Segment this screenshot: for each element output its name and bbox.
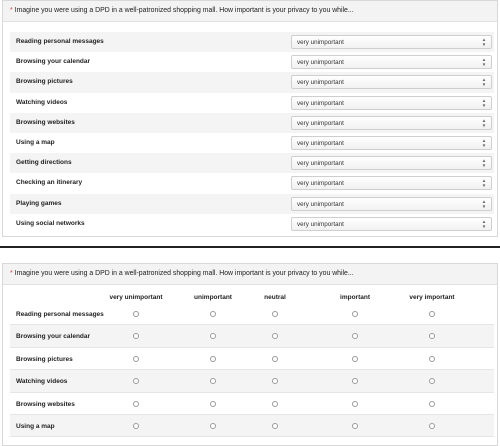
select-value: very unimportant bbox=[297, 180, 344, 188]
importance-select[interactable] bbox=[291, 156, 492, 170]
select-value: very unimportant bbox=[297, 79, 344, 87]
radio-button[interactable] bbox=[429, 401, 435, 407]
importance-select[interactable] bbox=[291, 136, 492, 150]
radio-button[interactable] bbox=[429, 423, 435, 429]
updown-arrows-icon: ▲ ▼ bbox=[481, 137, 487, 148]
radio-button[interactable] bbox=[352, 356, 358, 362]
radio-button[interactable] bbox=[272, 333, 278, 339]
column-header: very important bbox=[409, 294, 455, 301]
dropdown-row bbox=[10, 93, 494, 113]
question-text: Imagine you were using a DPD in a well-patronized shopping mall. How important is your privacy to you while... bbox=[14, 270, 354, 277]
row-label: Reading personal messages bbox=[16, 38, 104, 45]
importance-select[interactable] bbox=[291, 55, 492, 69]
radio-button[interactable] bbox=[210, 356, 216, 362]
radio-button[interactable] bbox=[133, 401, 139, 407]
importance-select[interactable] bbox=[291, 217, 492, 231]
radio-button[interactable] bbox=[352, 401, 358, 407]
updown-arrows-icon: ▲ ▼ bbox=[481, 198, 487, 209]
dropdown-row bbox=[10, 113, 494, 133]
radio-button[interactable] bbox=[210, 423, 216, 429]
question-header bbox=[3, 264, 497, 285]
radio-button[interactable] bbox=[133, 311, 139, 317]
select-value: very unimportant bbox=[297, 200, 344, 208]
matrix-question-panel bbox=[2, 263, 498, 446]
question-text: Imagine you were using a DPD in a well-patronized shopping mall. How important is your privacy to you while... bbox=[14, 7, 354, 14]
updown-arrows-icon: ▲ ▼ bbox=[481, 218, 487, 229]
row-label: Browsing pictures bbox=[16, 355, 73, 363]
importance-select[interactable] bbox=[291, 75, 492, 89]
matrix-column-headers bbox=[10, 288, 494, 303]
radio-button[interactable] bbox=[352, 333, 358, 339]
row-label: Reading personal messages bbox=[16, 311, 104, 318]
importance-select[interactable] bbox=[291, 96, 492, 110]
radio-button[interactable] bbox=[272, 378, 278, 384]
radio-button[interactable] bbox=[133, 333, 139, 339]
radio-button[interactable] bbox=[133, 423, 139, 429]
matrix-row bbox=[10, 348, 494, 370]
column-header: very unimportant bbox=[109, 294, 163, 301]
row-label: Browsing websites bbox=[16, 118, 75, 126]
row-label: Checking an itinerary bbox=[16, 179, 83, 187]
row-label: Using a map bbox=[16, 422, 55, 430]
dropdown-row bbox=[10, 32, 494, 52]
importance-select[interactable] bbox=[291, 176, 492, 190]
radio-button[interactable] bbox=[210, 378, 216, 384]
select-value: very unimportant bbox=[297, 39, 344, 46]
dropdown-row bbox=[10, 214, 494, 234]
matrix-row bbox=[10, 303, 494, 325]
radio-matrix bbox=[10, 288, 494, 437]
column-header: unimportant bbox=[194, 294, 232, 301]
updown-arrows-icon: ▲ ▼ bbox=[481, 178, 487, 189]
dropdown-row bbox=[10, 72, 494, 92]
row-label: Browsing your calendar bbox=[16, 58, 91, 66]
radio-button[interactable] bbox=[210, 401, 216, 407]
importance-select[interactable] bbox=[291, 197, 492, 211]
radio-button[interactable] bbox=[210, 333, 216, 339]
row-label: Watching videos bbox=[16, 378, 68, 386]
required-marker: * bbox=[10, 270, 13, 277]
row-label: Browsing websites bbox=[16, 400, 75, 408]
radio-button[interactable] bbox=[429, 378, 435, 384]
dropdown-question-panel bbox=[2, 0, 498, 237]
select-value: very unimportant bbox=[297, 99, 344, 107]
matrix-rows bbox=[10, 303, 494, 437]
select-value: very unimportant bbox=[297, 160, 344, 168]
radio-button[interactable] bbox=[352, 378, 358, 384]
select-value: very unimportant bbox=[297, 220, 344, 228]
updown-arrows-icon: ▲ ▼ bbox=[481, 117, 487, 128]
updown-arrows-icon: ▲ ▼ bbox=[481, 97, 487, 108]
updown-arrows-icon: ▲ ▼ bbox=[481, 37, 487, 47]
dropdown-row bbox=[10, 133, 494, 153]
matrix-row bbox=[10, 325, 494, 347]
row-label: Watching videos bbox=[16, 98, 68, 106]
radio-button[interactable] bbox=[133, 378, 139, 384]
matrix-row bbox=[10, 393, 494, 415]
radio-button[interactable] bbox=[272, 401, 278, 407]
radio-button[interactable] bbox=[429, 356, 435, 362]
dropdown-row bbox=[10, 153, 494, 173]
radio-button[interactable] bbox=[272, 311, 278, 317]
select-value: very unimportant bbox=[297, 139, 344, 147]
row-label: Getting directions bbox=[16, 159, 72, 167]
row-label: Browsing pictures bbox=[16, 78, 73, 86]
updown-arrows-icon: ▲ ▼ bbox=[481, 57, 487, 68]
dropdown-row bbox=[10, 194, 494, 214]
importance-select[interactable] bbox=[291, 116, 492, 130]
row-label: Using social networks bbox=[16, 219, 85, 227]
updown-arrows-icon: ▲ ▼ bbox=[481, 158, 487, 169]
select-value: very unimportant bbox=[297, 119, 344, 127]
radio-button[interactable] bbox=[272, 423, 278, 429]
updown-arrows-icon: ▲ ▼ bbox=[481, 77, 487, 88]
row-label: Playing games bbox=[16, 199, 62, 207]
radio-button[interactable] bbox=[429, 333, 435, 339]
importance-select[interactable] bbox=[291, 35, 492, 49]
row-label: Using a map bbox=[16, 138, 55, 146]
question-header bbox=[3, 1, 497, 22]
matrix-row bbox=[10, 415, 494, 437]
radio-button[interactable] bbox=[352, 423, 358, 429]
radio-button[interactable] bbox=[210, 311, 216, 317]
dropdown-row bbox=[10, 173, 494, 193]
section-divider bbox=[0, 246, 500, 248]
radio-button[interactable] bbox=[272, 356, 278, 362]
row-label: Browsing your calendar bbox=[16, 333, 91, 341]
required-marker: * bbox=[10, 7, 13, 14]
radio-button[interactable] bbox=[352, 311, 358, 317]
column-header: important bbox=[340, 294, 370, 301]
radio-button[interactable] bbox=[429, 311, 435, 317]
matrix-row bbox=[10, 370, 494, 392]
radio-button[interactable] bbox=[133, 356, 139, 362]
dropdown-rows bbox=[10, 32, 494, 234]
select-value: very unimportant bbox=[297, 59, 344, 67]
dropdown-row bbox=[10, 52, 494, 72]
column-header: neutral bbox=[264, 294, 286, 301]
